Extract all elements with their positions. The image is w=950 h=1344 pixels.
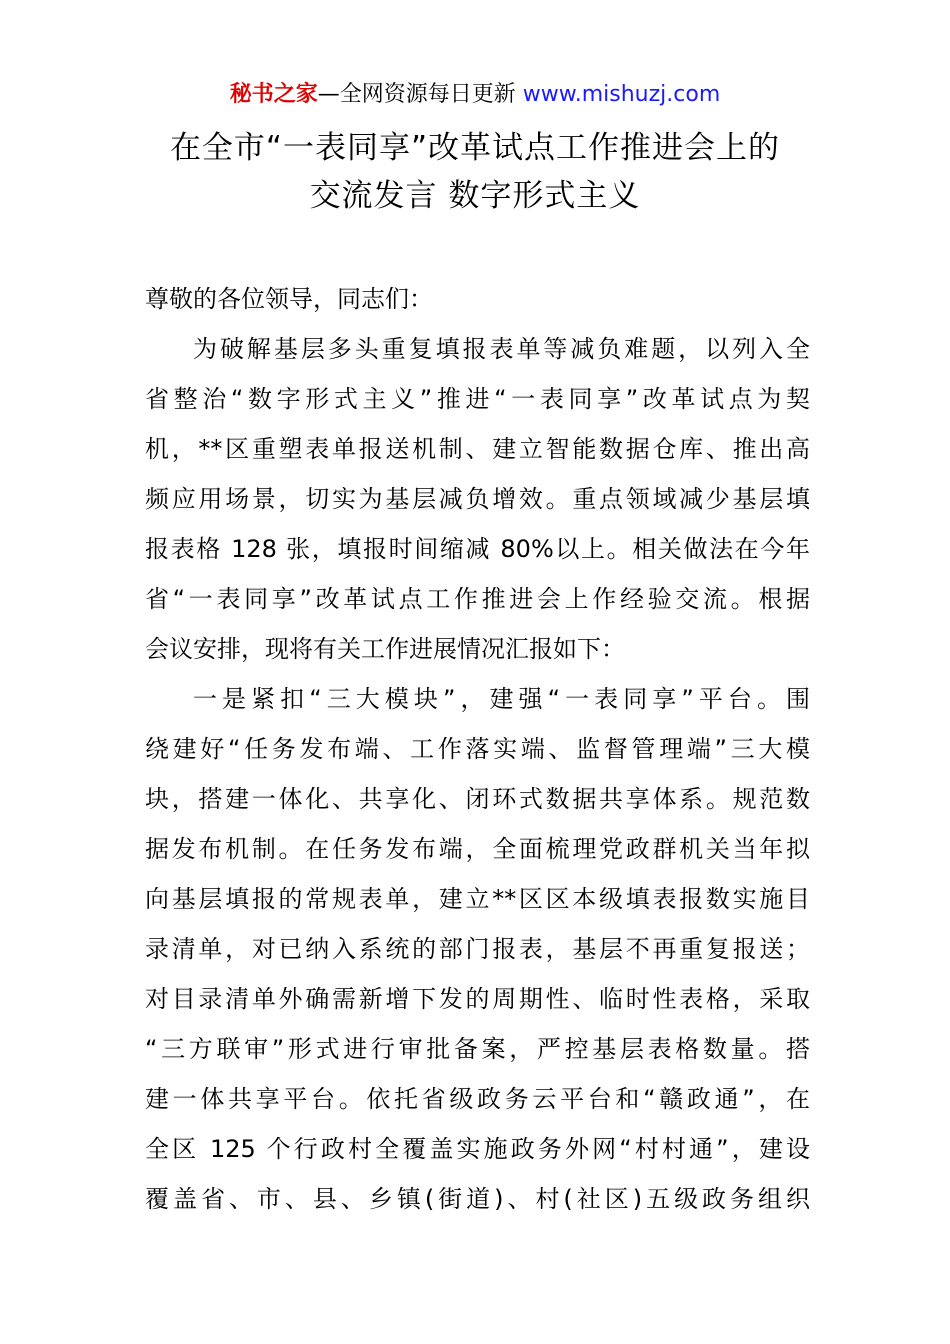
paragraph-2: [145, 674, 810, 1224]
paragraph-line: 对目录清单外确需新增下发的周期性、临时性表格，采取: [145, 985, 810, 1013]
site-tagline: —全网资源每日更新: [317, 82, 523, 107]
paragraph-line: 向基层填报的常规表单，建立**区区本级填表报数实施目: [145, 885, 810, 913]
paragraph-line: 会议安排，现将有关工作进展情况汇报如下：: [145, 635, 625, 663]
paragraph-line: 据发布机制。在任务发布端，全面梳理党政群机关当年拟: [145, 835, 810, 863]
title-line-2: 交流发言 数字形式主义: [309, 178, 641, 214]
paragraph-line: 一是紧扣“三大模块”，建强“一表同享”平台。围: [193, 685, 810, 713]
salutation: 尊敬的各位领导，同志们：: [145, 285, 433, 313]
paragraph-line: 省整治“数字形式主义”推进“一表同享”改革试点为契: [145, 385, 810, 413]
paragraph-line: 报表格 128 张，填报时间缩减 80%以上。相关做法在今年: [145, 535, 810, 563]
paragraph-line: 绕建好“任务发布端、工作落实端、监督管理端”三大模: [145, 735, 810, 763]
paragraph-line: 全区 125 个行政村全覆盖实施政务外网“村村通”，建设: [145, 1135, 810, 1163]
paragraph-line: 为破解基层多头重复填报表单等减负难题，以列入全: [193, 335, 810, 363]
paragraph-line: 建一体共享平台。依托省级政务云平台和“赣政通”，在: [145, 1085, 810, 1113]
paragraph-1: [145, 324, 810, 674]
paragraph-line: “三方联审”形式进行审批备案，严控基层表格数量。搭: [145, 1035, 810, 1063]
title-line-1: 在全市“一表同享”改革试点工作推进会上的: [169, 130, 781, 166]
site-url-link[interactable]: www.mishuzj.com: [522, 82, 721, 107]
document-body: [145, 274, 810, 1224]
document-title: [0, 124, 950, 220]
paragraph-line: 省“一表同享”改革试点工作推进会上作经验交流。根据: [145, 585, 810, 613]
paragraph-line: 频应用场景，切实为基层减负增效。重点领域减少基层填: [145, 485, 810, 513]
site-brand: 秘书之家: [229, 82, 318, 107]
paragraph-line: 录清单，对已纳入系统的部门报表，基层不再重复报送；: [145, 935, 810, 963]
paragraph-line: 机，**区重塑表单报送机制、建立智能数据仓库、推出高: [145, 435, 810, 463]
paragraph-line: 覆盖省、市、县、乡镇(街道)、村(社区)五级政务组织: [145, 1185, 810, 1213]
site-header: [0, 78, 950, 112]
paragraph-line: 块，搭建一体化、共享化、闭环式数据共享体系。规范数: [145, 785, 810, 813]
